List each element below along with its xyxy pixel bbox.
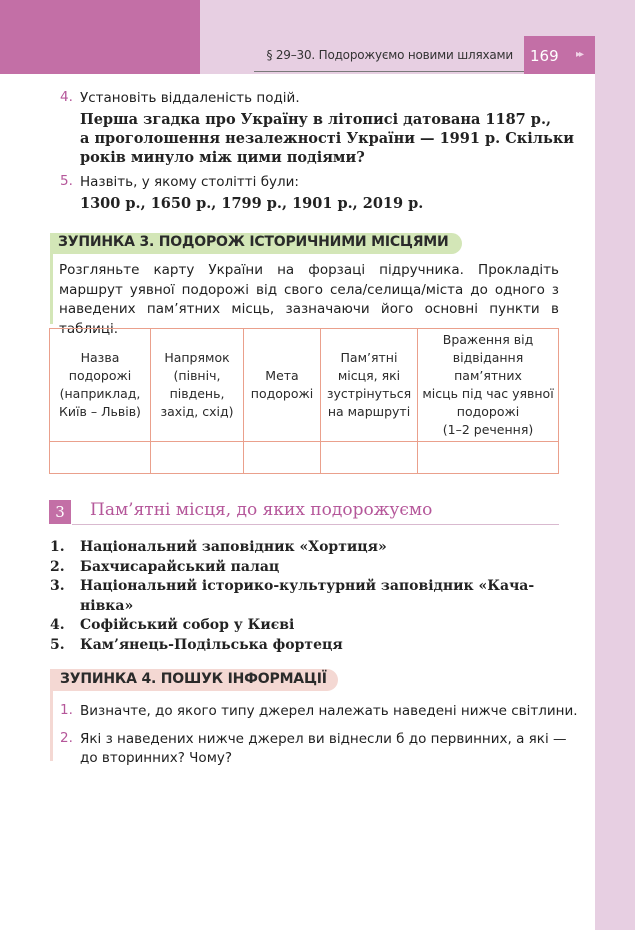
table-cell-empty[interactable] xyxy=(418,442,559,474)
question-body-line: Перша згадка про Україну в літописі датована 1187 р., xyxy=(80,111,552,128)
question-body-line: років минуло між цими подіями? xyxy=(80,149,365,166)
stop4-side-line xyxy=(50,691,53,761)
stop4-heading: ЗУПИНКА 4. ПОШУК ІНФОРМАЦІЇ xyxy=(60,671,327,687)
question-body-line: 1300 р., 1650 р., 1799 р., 1901 р., 2019 р. xyxy=(80,195,424,212)
page-side-strip xyxy=(595,74,635,930)
table-header-cell: Назва подорожі (наприклад, Київ – Львів) xyxy=(50,329,151,442)
running-header: § 29–30. Подорожуємо новими шляхами xyxy=(266,48,513,62)
route-table xyxy=(49,328,559,474)
table-cell-empty[interactable] xyxy=(50,442,151,474)
question-number: 5. xyxy=(60,173,73,189)
section-number-badge: 3 xyxy=(49,500,71,524)
table-header-cell: Пам’ятні місця, які зустрінуться на маршруті xyxy=(321,329,418,442)
question-body-line: а проголошення незалежності України — 1991 р. Скільки xyxy=(80,130,575,147)
table-header-row xyxy=(50,329,559,442)
table-cell-empty[interactable] xyxy=(244,442,321,474)
table-header-cell: Враження від відвідання пам’ятних місць під час уявної подорожі (1–2 речення) xyxy=(418,329,559,442)
table-row xyxy=(50,442,559,474)
list-item: 2. Бахчисарайський палац xyxy=(50,558,280,575)
table-cell-empty[interactable] xyxy=(151,442,244,474)
list-item: 4. Софійський собор у Києві xyxy=(50,617,295,633)
question-prompt: Установіть віддаленість подій. xyxy=(80,90,300,106)
header-underline xyxy=(254,71,524,72)
question-text: до вторинних? Чому? xyxy=(80,750,233,766)
stop3-instructions: Розгляньте карту України на форзаці підручника. Прокладіть маршрут уявної подорожі від свого села/селища/міста до одного з наведених пам’ятних місць, зазначаючи його основні пункти в таблиці. xyxy=(59,262,559,337)
question-text: Які з наведених нижче джерел ви віднесли б до первинних, а які — xyxy=(80,731,567,747)
places-list xyxy=(50,538,560,655)
list-item: 1. Національний заповідник «Хортиця» xyxy=(50,539,387,555)
next-arrows-icon: ▸▸ xyxy=(576,49,583,60)
header-color-block xyxy=(0,0,200,74)
table-header-cell: Напрямок (північ, південь, захід, схід) xyxy=(151,329,244,442)
table-header-cell: Мета подорожі xyxy=(244,329,321,442)
question-text: Визначте, до якого типу джерел належать наведені нижче світлини. xyxy=(80,703,578,719)
page-number: 169 xyxy=(530,47,559,65)
question-number: 4. xyxy=(60,89,73,105)
section-title: Пам’ятні місця, до яких подорожуємо xyxy=(90,500,433,520)
list-item: 3. Національний історико-культурний заповідник «Кача- нівка» xyxy=(50,578,535,614)
table-cell-empty[interactable] xyxy=(321,442,418,474)
section-underline xyxy=(72,524,559,525)
question-number: 1. xyxy=(60,702,73,718)
stop3-heading: ЗУПИНКА 3. ПОДОРОЖ ІСТОРИЧНИМИ МІСЦЯМИ xyxy=(58,234,449,250)
question-number: 2. xyxy=(60,730,73,746)
stop3-side-line xyxy=(50,254,53,324)
list-item: 5. Кам’янець-Подільська фортеця xyxy=(50,636,343,653)
question-prompt: Назвіть, у якому столітті були: xyxy=(80,174,299,190)
